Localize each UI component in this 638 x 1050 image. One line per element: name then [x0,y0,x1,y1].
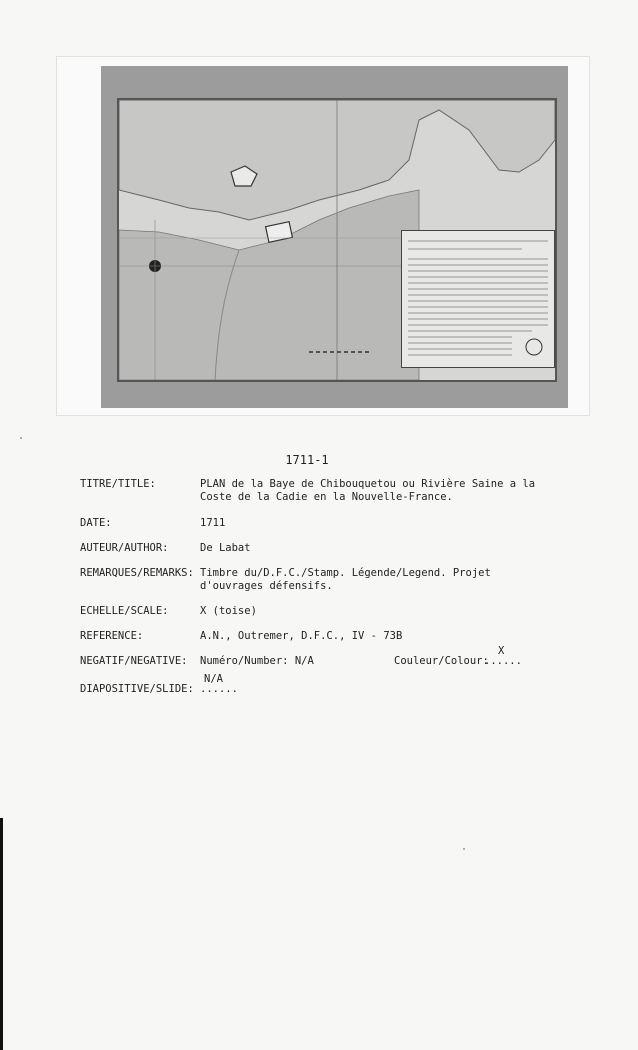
scan-speck [20,437,22,439]
remarks-line-1: Timbre du/D.F.C./Stamp. Légende/Legend. Projet [200,567,491,579]
catalog-code: 1711-1 [285,453,329,467]
title-line-1: PLAN de la Baye de Chibouquetou ou Rivière Saine a la [200,478,536,490]
reference-label: REFERENCE: [80,630,144,642]
slide-label: DIAPOSITIVE/SLIDE: [80,683,194,695]
colour-mark: X [498,645,505,657]
scale-value: X (toise) [200,605,257,617]
map-sheet [117,98,557,382]
slide-mark: N/A [204,673,223,685]
author-value: De Labat [200,542,251,554]
reference-value: A.N., Outremer, D.F.C., IV - 73B [200,630,403,642]
colour-label: Couleur/Colour: [394,655,489,667]
scale-label: ECHELLE/SCALE: [80,605,169,617]
remarks-label: REMARQUES/REMARKS: [80,567,194,579]
negative-value: Numéro/Number: N/A [200,655,314,667]
legend-box [401,230,555,368]
scan-edge-strip [0,818,3,1050]
title-line-2: Coste de la Cadie en la Nouvelle-France. [200,491,453,503]
south-shore [119,190,419,380]
slide-dots: ...... [200,683,238,695]
map-photograph [101,66,568,408]
author-label: AUTEUR/AUTHOR: [80,542,169,554]
remarks-line-2: d'ouvrages défensifs. [200,580,333,592]
negative-label: NEGATIF/NEGATIVE: [80,655,188,667]
legend-text-lines [402,231,554,367]
title-label: TITRE/TITLE: [80,478,156,490]
date-label: DATE: [80,517,112,529]
date-value: 1711 [200,517,226,529]
stamp-seal [526,339,542,355]
colour-dots: ...... [484,655,522,667]
scan-speck [463,848,465,850]
